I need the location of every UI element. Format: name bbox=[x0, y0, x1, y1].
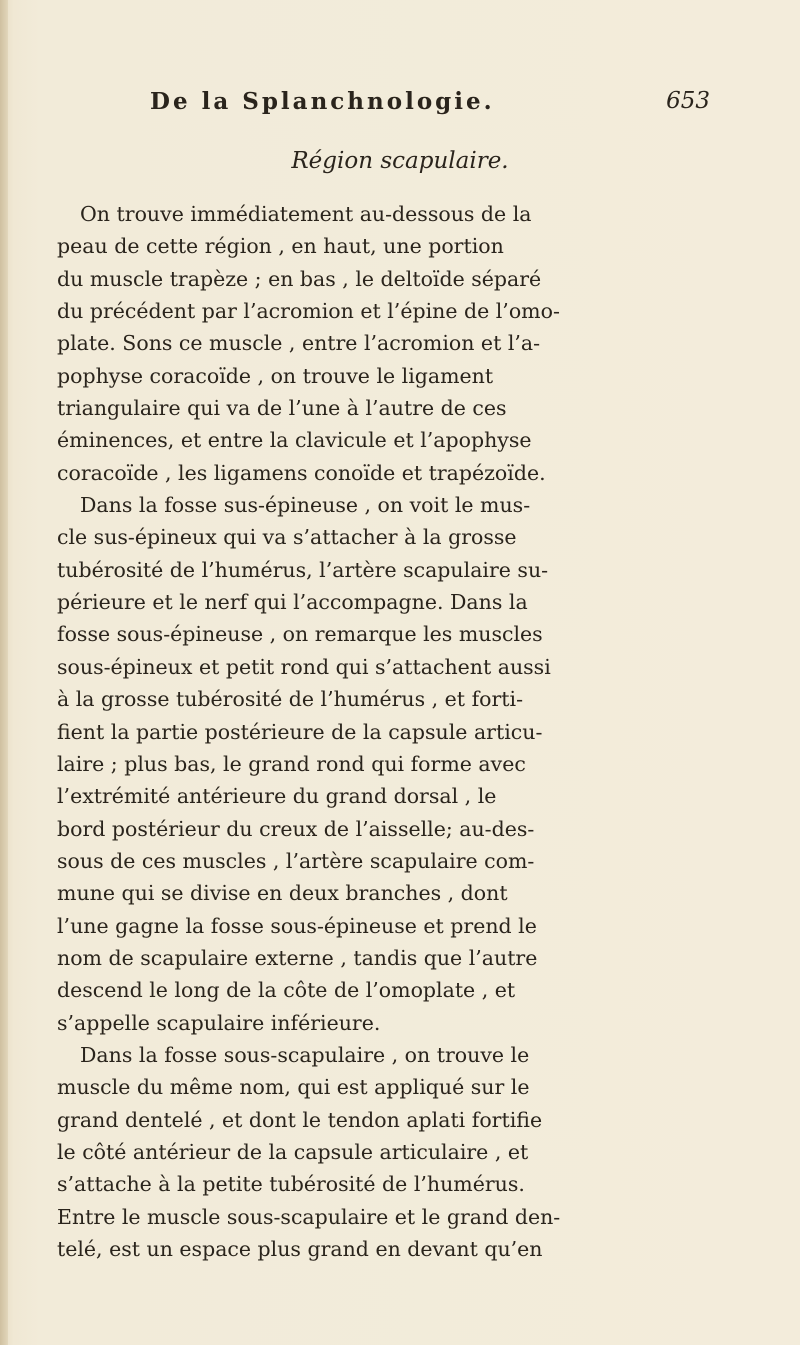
text-line: du précédent par l’acromion et l’épine de l’omo- bbox=[57, 299, 560, 324]
running-head bbox=[150, 88, 710, 124]
text-line: muscle du même nom, qui est appliqué sur le bbox=[57, 1075, 530, 1100]
text-line: tubérosité de l’humérus, l’artère scapulaire su- bbox=[57, 557, 549, 582]
text-line: peau de cette région , en haut, une portion bbox=[57, 234, 504, 259]
text-line: périeure et le nerf qui l’accompagne. Dans la bbox=[57, 590, 528, 615]
text-line: à la grosse tubérosité de l’humérus , et forti- bbox=[57, 687, 524, 712]
text-line: laire ; plus bas, le grand rond qui forme avec bbox=[57, 751, 526, 776]
text-line: triangulaire qui va de l’une à l’autre de ces bbox=[57, 396, 507, 421]
text-line: pophyse coracoïde , on trouve le ligament bbox=[57, 363, 494, 388]
text-line: l’extrémité antérieure du grand dorsal , le bbox=[57, 784, 497, 809]
section-title: Région scapulaire. bbox=[291, 148, 509, 174]
text-line: Dans la fosse sous-scapulaire , on trouve le bbox=[80, 1042, 530, 1067]
text-line: mune qui se divise en deux branches , dont bbox=[57, 881, 508, 906]
body-text bbox=[57, 198, 712, 1265]
text-line: telé, est un espace plus grand en devant qu’en bbox=[57, 1237, 543, 1261]
text-line: coracoïde , les ligamens conoïde et trapézoïde. bbox=[57, 460, 546, 485]
text-line: fosse sous-épineuse , on remarque les muscles bbox=[57, 622, 543, 647]
text-line: grand dentelé , et dont le tendon aplati fortifie bbox=[57, 1107, 543, 1132]
text-line: On trouve immédiatement au-dessous de la bbox=[80, 202, 532, 226]
text-line: s’attache à la petite tubérosité de l’humérus. bbox=[57, 1172, 525, 1197]
text-line: du muscle trapèze ; en bas , le deltoïde séparé bbox=[57, 266, 542, 291]
text-line: l’une gagne la fosse sous-épineuse et prend le bbox=[57, 913, 537, 938]
text-line: sous-épineux et petit rond qui s’attachent aussi bbox=[57, 654, 551, 679]
text-line: Entre le muscle sous-scapulaire et le grand den- bbox=[57, 1204, 561, 1229]
text-line: bord postérieur du creux de l’aisselle; au-des- bbox=[57, 816, 535, 841]
text-line: Dans la fosse sus-épineuse , on voit le mus- bbox=[80, 493, 531, 518]
text-line: sous de ces muscles , l’artère scapulaire com- bbox=[57, 848, 535, 873]
text-line: cle sus-épineux qui va s’attacher à la grosse bbox=[57, 525, 517, 550]
running-title: De la Splanchnologie. bbox=[150, 88, 495, 115]
page-number: 653 bbox=[666, 88, 710, 114]
text-line: le côté antérieur de la capsule articulaire , et bbox=[57, 1139, 529, 1164]
text-line: s’appelle scapulaire inférieure. bbox=[57, 1010, 381, 1035]
text-line: nom de scapulaire externe , tandis que l’autre bbox=[57, 945, 538, 970]
page-binding-edge bbox=[0, 0, 8, 1345]
text-line: fient la partie postérieure de la capsule articu- bbox=[57, 719, 543, 744]
text-line: plate. Sons ce muscle , entre l’acromion et l’a- bbox=[57, 331, 541, 356]
text-line: éminences, et entre la clavicule et l’apophyse bbox=[57, 428, 532, 453]
text-line: descend le long de la côte de l’omoplate , et bbox=[57, 978, 516, 1003]
